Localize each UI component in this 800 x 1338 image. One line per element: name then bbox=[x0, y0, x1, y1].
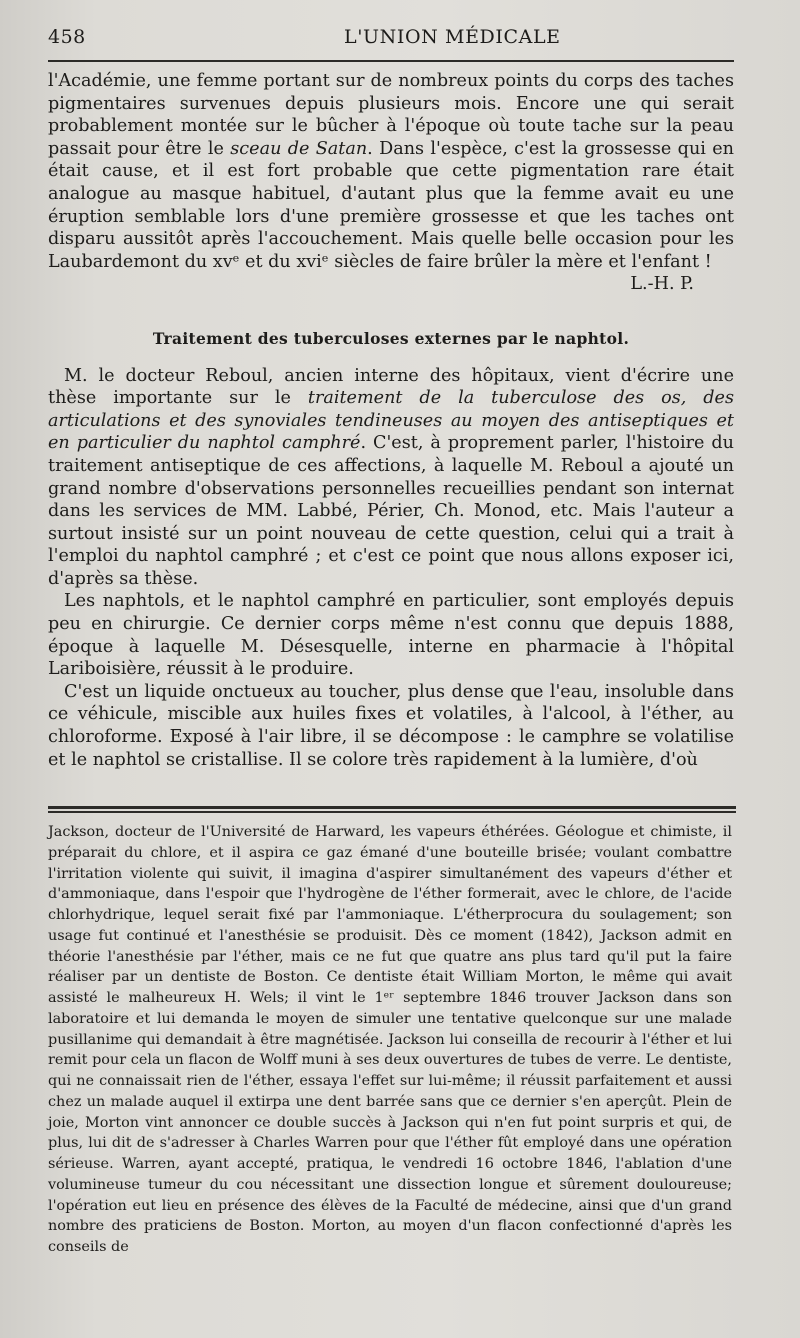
section-title: Traitement des tuberculoses externes par le naphtol. bbox=[152, 328, 630, 348]
author-signature: L.-H. P. bbox=[630, 274, 694, 295]
thesis-title: traitement de la tuberculose des os, des articulations et des synoviales tendineuses au moyen des antiseptiques et en particulier du naphtol camphré bbox=[48, 388, 735, 454]
section-paragraph-1: M. le docteur Reboul, ancien interne des hôpitaux, vient d'écrire une thèse importante sur le traitement de la tuberculose des os, des articulations et des synoviales tendineuses au moyen des antiseptiques et en particulier du naphtol camphré. C'est, à proprement parler, l'histoire du traitement antiseptique de ces affections, à laquelle M. Reboul a ajouté un grand nombre d'observations personnelles recueillies pendant son internat dans les services de MM. Labbé, Périer, Ch. Monod, etc. Mais l'auteur a surtout insisté sur un point nouveau de cette question, celui qui a trait à l'emploi du naphtol camphré ; et c'est ce point que nous allons exposer ici, d'après sa thèse. bbox=[48, 365, 735, 589]
footnote-separator bbox=[48, 806, 736, 813]
footnote-text: Jackson, docteur de l'Université de Harward, les vapeurs éthérées. Géologue et chimiste, il préparait du chlore, et il aspira ce gaz émané d'une bouteille brisée; voulant combattre l'irritation violente qui suivit, il imagina d'aspirer simultanément des vapeurs d'éther et d'ammoniaque, dans l'espoir que l'hydrogène de l'éther formerait, avec le chlore, de l'acide chlorhydrique, lequel serait fixé par l'ammoniaque. L'étherprocura du soulagement; son usage fut continué et l'anesthésie se produisit. Dès ce moment (1842), Jackson admit en théorie l'anesthésie par l'éther, mais ce ne fut que quatre ans plus tard qu'il put la faire réaliser par un dentiste de Boston. Ce dentiste était William Morton, le même qui avait assisté le malheureux H. Wels; il vint le 1ᵉʳ septembre 1846 trouver Jackson dans son laboratoire et lui demanda le moyen de simuler une tentative quelconque sur une malade pusillanime qui demandait à être magnétisée. Jackson lui conseilla de recourir à l'éther et lui remit pour cela un flacon de Wolff muni à ses deux ouvertures de tubes de verre. Le dentiste, qui ne connaissait rien de l'éther, essaya l'effet sur lui-même; il réussit parfaitement et aussi chez un malade auquel il extirpa une dent barrée sans que ce dernier s'en aperçût. Plein de joie, Morton vint annoncer ce double succès à Jackson qui n'en fut point surpris et qui, de plus, lui dit de s'adresser à Charles Warren pour que l'éther fût employé dans une opération sérieuse. Warren, ayant accepté, pratiqua, le vendredi 16 octobre 1846, l'ablation d'une volumineuse tumeur du cou nécessitant une dissection longue et sûrement douloureuse; l'opération eut lieu en présence des élèves de la Faculté de médecine, ainsi que d'un grand nombre des praticiens de Boston. Morton, au moyen d'un flacon confectionné d'après les conseils de bbox=[48, 824, 732, 1255]
page-header bbox=[48, 22, 738, 52]
page-number: 458 bbox=[48, 26, 86, 48]
emphasis-sceau-de-satan: sceau de Satan bbox=[230, 138, 368, 159]
section-paragraph-2: Les naphtols, et le naphtol camphré en particulier, sont employés depuis peu en chirurgie. Ce dernier corps même n'est connu que depuis 1888, époque à laquelle M. Désesquelle, interne en pharmacie à l'hôpital Lariboisière, réussit à le produire. bbox=[48, 591, 734, 680]
article-continuation-paragraph: l'Académie, une femme portant sur de nombreux points du corps des taches pigmentaires survenues depuis plusieurs mois. Encore une qui serait probablement montée sur le bûcher à l'époque où toute tache sur la peau passait pour être le sceau de Satan. Dans l'espèce, c'est la grossesse qui en était cause, et il est fort probable que cette pigmentation rare était analogue au masque habituel, d'autant plus que la femme avait eu une éruption semblable lors d'une première grossesse et que les taches ont disparu aussitôt après l'accouchement. Mais quelle belle occasion pour les Laubardemont du xvᵉ et du xviᵉ siècles de faire brûler la mère et l'enfant ! bbox=[48, 71, 734, 272]
main-text bbox=[48, 70, 734, 771]
running-title: L'UNION MÉDICALE bbox=[344, 26, 561, 48]
header-rule bbox=[48, 60, 734, 62]
section-paragraph-3: C'est un liquide onctueux au toucher, plus dense que l'eau, insoluble dans ce véhicule, miscible aux huiles fixes et volatiles, à l'alcool, à l'éther, au chloroforme. Exposé à l'air libre, il se décompose : le camphre se volatilise et le naphtol se cristallise. Il se colore très rapidement à la lumière, d'où bbox=[48, 681, 734, 770]
